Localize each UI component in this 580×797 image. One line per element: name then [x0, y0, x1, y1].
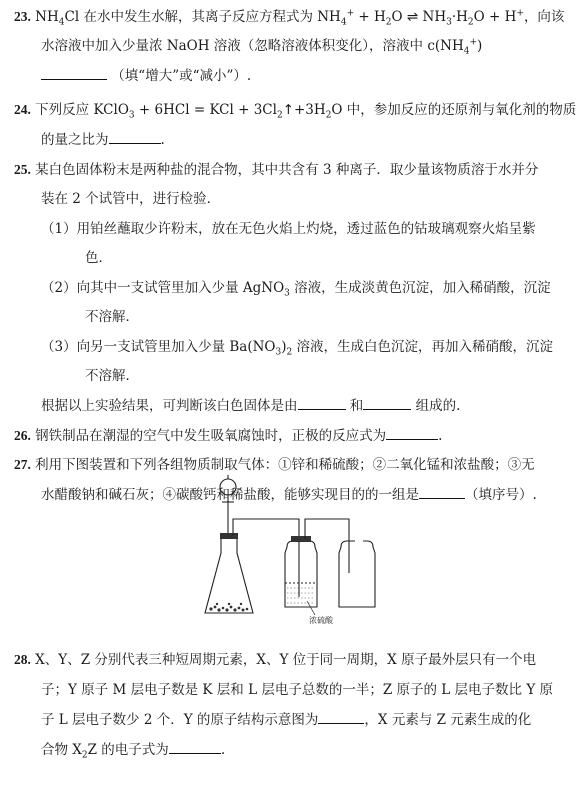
- flask-stopper: [220, 533, 238, 539]
- question-25-step-3-line-1: （3）向另一支试管里加入少量 $Ba(NO_3)_2$ 溶液，生成白色沉淀，再加入稀硝酸，沉淀: [41, 339, 554, 358]
- question-25-line-2: 装在 2 个试管中，进行检验．: [41, 191, 221, 207]
- up-arrow-icon: ↑: [282, 102, 294, 118]
- question-23-line-3: （填“增大”或“减小”）.: [41, 67, 251, 85]
- question-25-step-1-line-1: （1）用铂丝蘸取少许粉末，放在无色火焰上灼烧，透过蓝色的钴玻璃观察火焰呈紫: [41, 221, 536, 237]
- equilibrium-arrow-icon: ⇌: [406, 9, 419, 25]
- question-24-line-1: 24. 下列反应 KClO$_3$ + 6HCl = KCl + $3Cl_2↑+3H_2O$ 中，参加反应的还原剂与氧化剂的物质: [14, 102, 577, 121]
- question-25-step-2-line-1: （2）向其中一支试管里加入少量 AgNO$_3$ 溶液，生成淡黄色沉淀，加入稀硝酸，沉淀: [41, 280, 551, 299]
- question-26-number: 26.: [14, 428, 31, 443]
- answer-blank[interactable]: [298, 397, 346, 410]
- conical-flask: [205, 537, 253, 613]
- question-23-line-1: 23. $NH_4Cl$ 在水中发生水解，其离子反应方程式为 $NH_4^+ + H_2O$ ⇌ $NH_3\cdot H_2O + H^+$，向该: [14, 8, 565, 28]
- question-28-number: 28.: [14, 652, 31, 667]
- question-24-line-2: 的量之比为 .: [41, 132, 165, 148]
- question-25-number: 25.: [14, 162, 31, 177]
- question-27-number: 27.: [14, 457, 31, 472]
- answer-blank[interactable]: [419, 486, 465, 499]
- solid-reactant: [209, 603, 248, 612]
- question-23-number: 23.: [14, 9, 31, 24]
- answer-blank[interactable]: [363, 397, 411, 410]
- diagram-label-conc-sulfuric-acid: 浓硫酸: [309, 616, 333, 625]
- gas-apparatus-diagram: [195, 475, 405, 625]
- question-24-number: 24.: [14, 102, 31, 117]
- question-28-line-3: 子 L 层电子数少 2 个．Y 的原子结构示意图为 ，X 元素与 Z 元素生成的化: [41, 712, 532, 728]
- wash-bottle: [285, 541, 317, 607]
- answer-blank[interactable]: [169, 741, 221, 754]
- question-25-step-2-line-2: 不溶解．: [85, 309, 139, 325]
- question-27-line-1: 27. 利用下图装置和下列各组物质制取气体：①锌和稀硫酸；②二氧化锰和浓盐酸；③无: [14, 457, 535, 473]
- question-25-step-3-line-2: 不溶解．: [85, 368, 139, 384]
- question-25-line-1: 25. 某白色固体粉末是两种盐的混合物，其中共含有 3 种离子．取少量该物质溶于水并分: [14, 162, 539, 178]
- answer-blank[interactable]: [109, 131, 161, 144]
- question-28-line-4: 合物 $X_2Z$ 的电子式为 .: [41, 742, 226, 761]
- collecting-bottle: [339, 541, 375, 607]
- answer-blank[interactable]: [41, 67, 107, 80]
- wash-bottle-stopper: [291, 536, 311, 542]
- question-25-conclusion: 根据以上实验结果，可判断该白色固体是由 和 组成的.: [41, 398, 461, 414]
- question-28-line-1: 28. X、Y、Z 分别代表三种短周期元素，X、Y 位于同一周期，X 原子最外层只有一个电: [14, 652, 537, 668]
- delivery-tube-2: [305, 519, 349, 573]
- label-leader-line: [307, 601, 315, 615]
- question-27-line-2: 水醋酸钠和碱石灰；④碳酸钙和稀盐酸，能够实现目的的一组是 （填序号）.: [41, 487, 537, 503]
- answer-blank[interactable]: [386, 427, 438, 440]
- question-26-line-1: 26. 钢铁制品在潮湿的空气中发生吸氧腐蚀时，正极的反应式为 .: [14, 428, 443, 444]
- answer-blank[interactable]: [318, 711, 364, 724]
- liquid-hatch: [287, 588, 315, 603]
- separatory-funnel-bulb: [220, 479, 236, 495]
- question-28-line-2: 子；Y 原子 M 层电子数是 K 层和 L 层电子总数的一半；Z 原子的 L 层电子数比 Y 原: [41, 682, 554, 698]
- delivery-tube-1: [233, 519, 299, 543]
- question-25-step-1-line-2: 色．: [85, 250, 112, 266]
- question-23-line-2: 水溶液中加入少量浓 NaOH 溶液（忽略溶液体积变化），溶液中 $c(NH_4^+)$: [41, 37, 483, 57]
